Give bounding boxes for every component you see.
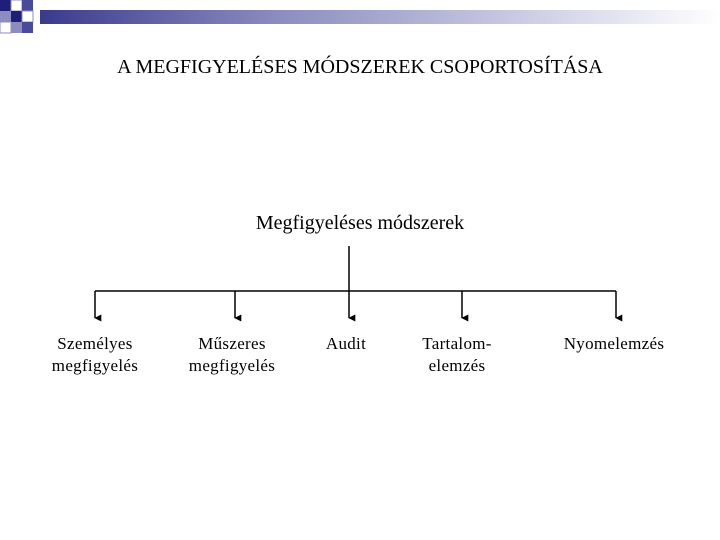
node-label-line: Műszeres [198, 334, 266, 353]
node-label-line: Audit [325, 334, 367, 353]
diagram-node-tartalomelemzes [382, 333, 532, 377]
node-label-line: Nyomelemzés [563, 334, 665, 353]
page-title: A MEGFIGYELÉSES MÓDSZEREK CSOPORTOSÍTÁSA [117, 56, 603, 78]
node-label-line: Tartalom- [422, 334, 492, 353]
node-label-line: elemzés [428, 356, 486, 375]
node-label-line: megfigyelés [51, 356, 139, 375]
node-label-line: Személyes [57, 334, 133, 353]
node-label-line: megfigyelés [188, 356, 276, 375]
diagram-node-nyomelemzes [539, 333, 689, 355]
diagram-node-szemelyes-megfigyeles [20, 333, 170, 377]
diagram-root-label: Megfigyeléses módszerek [255, 212, 465, 234]
